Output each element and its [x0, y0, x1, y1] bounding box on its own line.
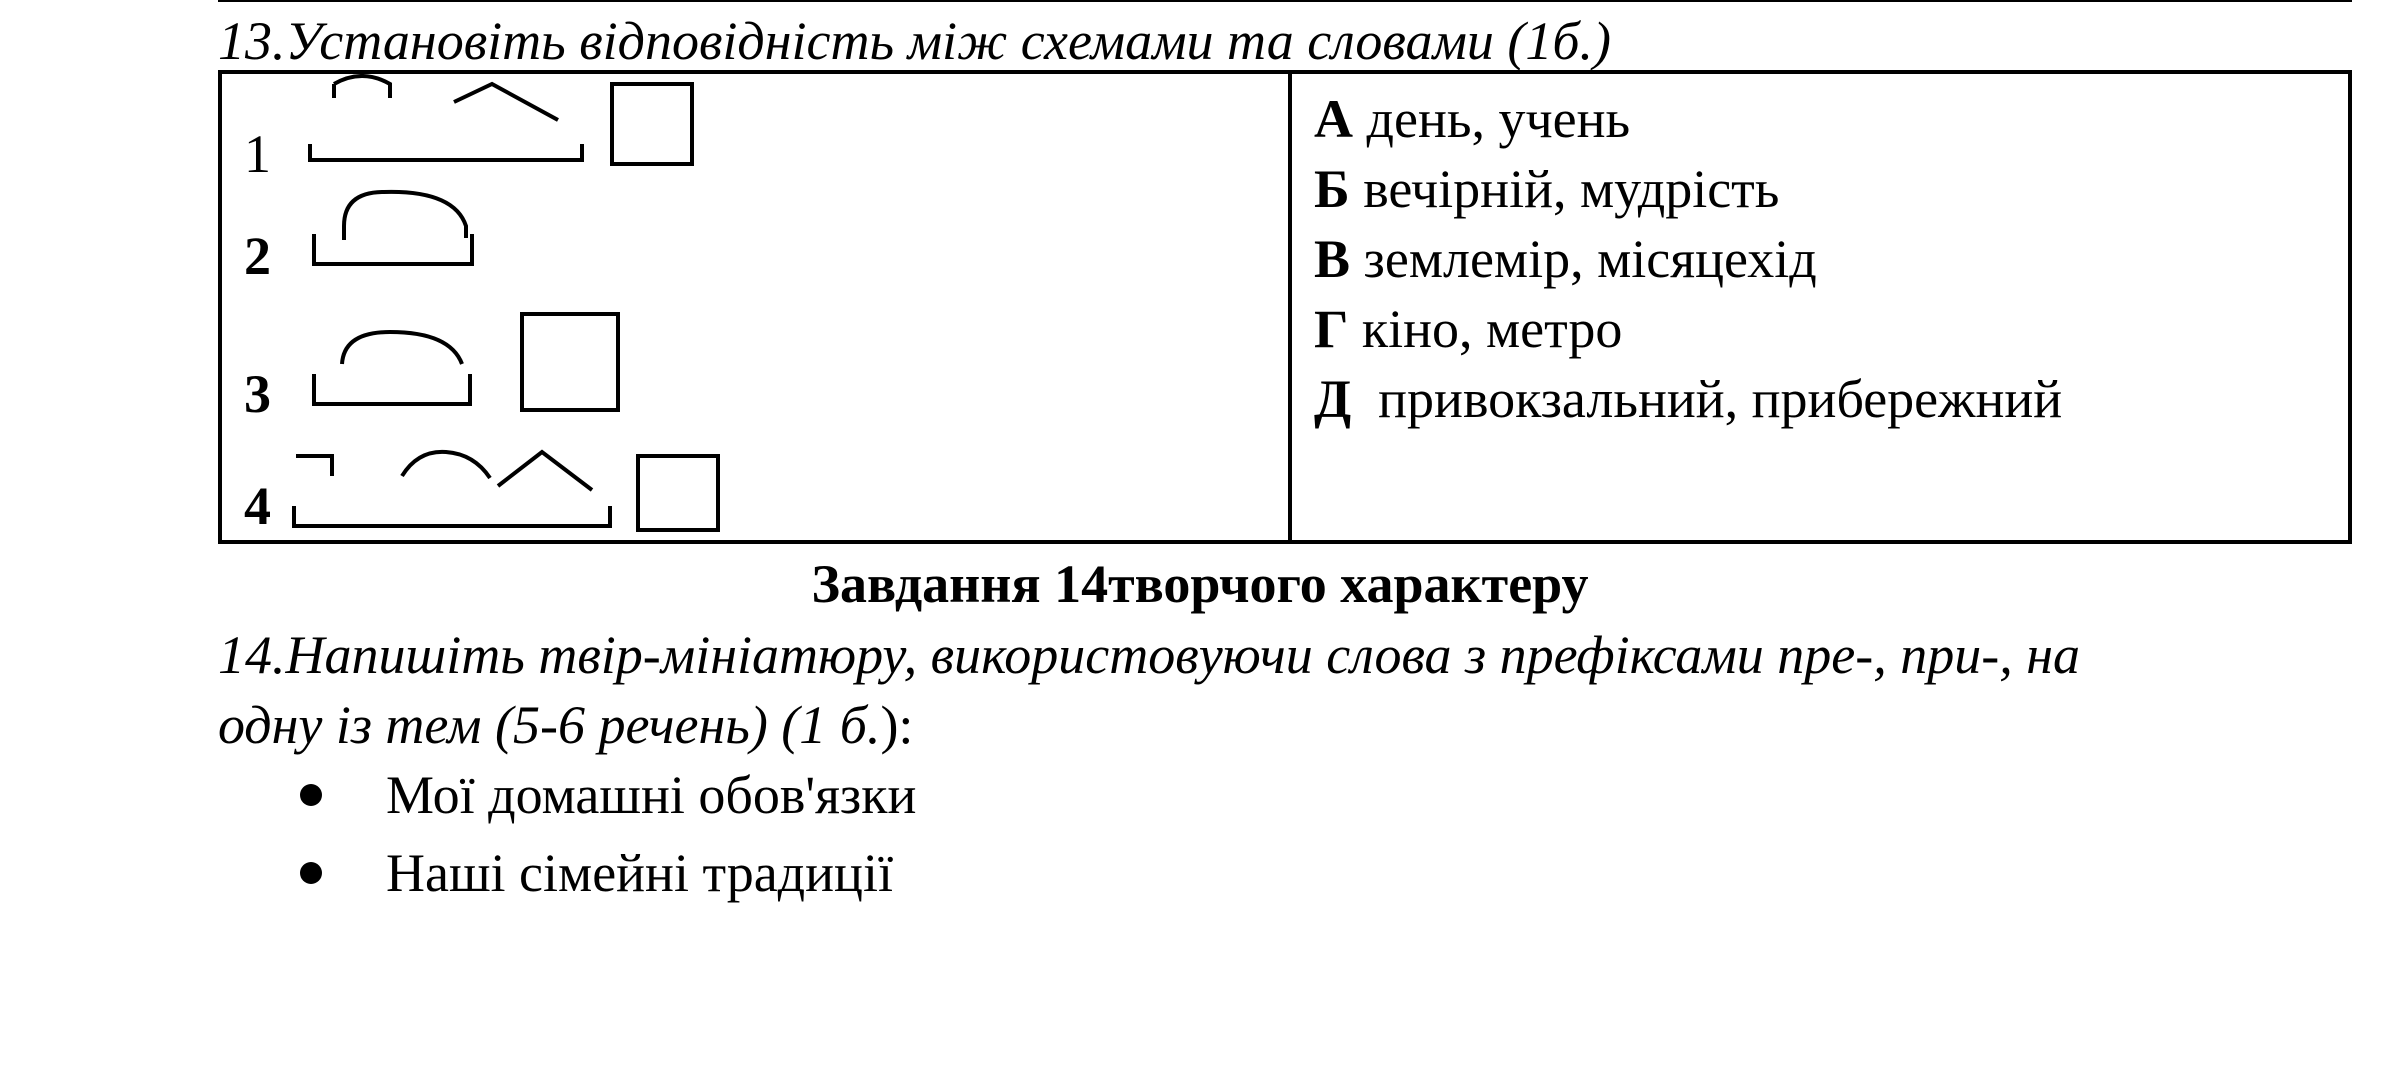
root-mark [402, 452, 490, 478]
answer-option-v: В землемір, місяцехід [1314, 229, 1817, 289]
scheme-3-number: 3 [244, 364, 271, 424]
scheme-2-diagram [314, 192, 472, 264]
matching-table [218, 70, 2352, 544]
task-14-prompt-line-2: одну із тем (5-6 речень) (1 б.): [218, 695, 914, 755]
root-mark [344, 192, 466, 238]
answer-option-b: Б вечірній, мудрість [1314, 159, 1780, 219]
ending-box [612, 84, 692, 164]
scheme-4-diagram [294, 452, 718, 530]
suffix-mark [498, 452, 592, 490]
bullet-icon [300, 862, 322, 884]
scheme-2-number: 2 [244, 226, 271, 286]
task-14-prompt-line-1: 14.Напишіть твір-мініатюру, використовуючи слова з префіксами пре-, при-, на [218, 625, 2081, 685]
base-bracket [314, 234, 472, 264]
ending-box [638, 456, 718, 530]
task-14-prompt [218, 620, 2080, 760]
answer-option-h: Г кіно, метро [1314, 299, 1623, 359]
word-scheme-diagrams [222, 74, 1288, 540]
ending-box [522, 314, 618, 410]
scheme-1-diagram [310, 76, 692, 164]
column-divider [1288, 74, 1292, 540]
task-13-heading: 13.Установіть відповідність між схемами та словами (1б.) [218, 11, 1612, 71]
answer-option-a: А день, учень [1314, 89, 1631, 149]
topic-label: Наші сімейні традиції [386, 843, 893, 903]
topic-label: Мої домашні обов'язки [386, 765, 917, 825]
topic-item [300, 834, 916, 912]
root-mark [342, 332, 462, 364]
topic-item [300, 756, 916, 834]
essay-topics-list [300, 756, 916, 912]
scheme-1-number: 1 [244, 124, 271, 184]
top-rule [218, 0, 2352, 2]
answer-options [1314, 84, 2062, 434]
scheme-3-diagram [314, 314, 618, 410]
prefix-mark [296, 456, 332, 476]
scheme-4-number: 4 [244, 476, 271, 536]
answer-option-d: Д привокзальний, прибережний [1314, 369, 2063, 429]
task-14-section-title: Завдання 14творчого характеру [811, 554, 1589, 614]
base-bracket [294, 506, 610, 526]
base-bracket [310, 144, 582, 160]
base-bracket [314, 374, 470, 404]
root-mark [334, 76, 390, 98]
bullet-icon [300, 784, 322, 806]
suffix-mark [454, 84, 558, 120]
